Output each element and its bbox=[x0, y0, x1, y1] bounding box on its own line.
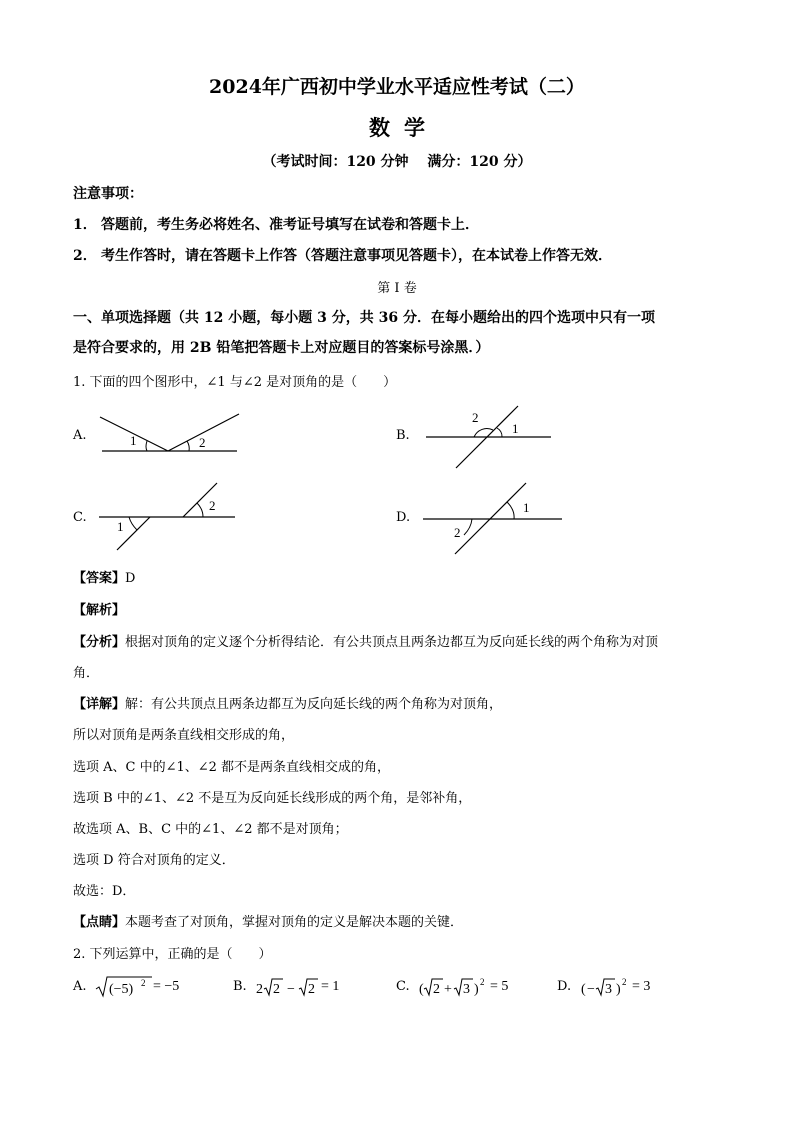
q2-option-c-label: C. bbox=[396, 979, 410, 994]
fenxi-line1 bbox=[73, 631, 658, 650]
detail-tag: 【详解】 bbox=[73, 697, 126, 712]
detail-line: 故选：D． bbox=[73, 884, 136, 899]
note-item-2 bbox=[73, 245, 612, 265]
svg-text:3: 3 bbox=[463, 982, 470, 997]
exam-info: （考试时间：120 分钟 满分：120 分） bbox=[262, 154, 532, 170]
angle-2-label: 2 bbox=[454, 525, 461, 540]
q1-option-b-label: B. bbox=[396, 428, 410, 443]
angle-1-label: 1 bbox=[117, 519, 124, 534]
note-text: 考生作答时，请在答题卡上作答（答题注意事项见答题卡），在本试卷上作答无效． bbox=[101, 248, 612, 264]
angle-1-label: 1 bbox=[523, 500, 530, 515]
note-item-1 bbox=[73, 214, 479, 234]
dianjing-tag: 【点睛】 bbox=[73, 915, 126, 930]
svg-text:): ) bbox=[474, 982, 479, 997]
rhs: = −5 bbox=[153, 979, 180, 995]
q2-option-b-label: B. bbox=[233, 979, 247, 994]
sqrt-expression bbox=[580, 975, 632, 999]
svg-text:2: 2 bbox=[433, 982, 440, 997]
exam-title: 2024年广西初中学业水平适应性考试（二） bbox=[209, 76, 585, 98]
q1-option-c-label: C. bbox=[73, 510, 87, 525]
fenxi-text: 根据对顶角的定义逐个分析得结论．有公共顶点且两条边都互为反向延长线的两个角称为对顶 bbox=[125, 635, 659, 650]
detail-line: 选项 B 中的∠1、∠2 不是互为反向延长线形成的两个角，是邻补角， bbox=[73, 791, 472, 806]
detail-line1 bbox=[73, 693, 502, 712]
svg-text:2: 2 bbox=[308, 982, 315, 997]
detail-line: 故选项 A、B、C 中的∠1、∠2 都不是对顶角； bbox=[73, 822, 348, 837]
svg-text:(: ( bbox=[581, 982, 586, 997]
rhs: = 3 bbox=[632, 979, 651, 995]
fenxi-line2: 角． bbox=[73, 666, 100, 681]
dianjing-text: 本题考查了对顶角，掌握对顶角的定义是解决本题的关键． bbox=[125, 915, 464, 930]
angle-2-label: 2 bbox=[199, 435, 206, 450]
note-num: 1． bbox=[73, 217, 97, 233]
section-heading-line2: 是符合要求的，用 2B 铅笔把答题卡上对应题目的答案标号涂黑．） bbox=[73, 340, 490, 356]
q1-option-a-figure bbox=[95, 405, 245, 460]
angle-2-label: 2 bbox=[209, 498, 216, 513]
note-num: 2． bbox=[73, 248, 97, 264]
rhs: = 5 bbox=[490, 979, 509, 995]
q2-option-b-expr bbox=[255, 975, 339, 999]
q1-option-a-label: A. bbox=[73, 428, 87, 443]
q2-option-d-label: D. bbox=[557, 979, 572, 994]
detail-line: 所以对顶角是两条直线相交形成的角， bbox=[73, 728, 295, 743]
q2-stem: 2. 下列运算中，正确的是（ ） bbox=[73, 947, 272, 962]
svg-text:2: 2 bbox=[256, 982, 263, 997]
sqrt-expression bbox=[255, 975, 321, 999]
q1-option-b-figure bbox=[420, 400, 560, 472]
svg-text:2: 2 bbox=[622, 977, 627, 987]
detail-line: 选项 D 符合对顶角的定义． bbox=[73, 853, 235, 868]
q1-option-d-figure bbox=[420, 482, 570, 557]
q1-option-c-figure bbox=[95, 482, 245, 554]
fenxi-tag: 【分析】 bbox=[73, 635, 126, 650]
svg-text:(−5): (−5) bbox=[109, 982, 134, 997]
note-text: 答题前，考生务必将姓名、准考证号填写在试卷和答题卡上． bbox=[101, 217, 479, 233]
svg-text:−: − bbox=[287, 982, 295, 997]
answer-value: D bbox=[125, 571, 136, 586]
svg-text:): ) bbox=[616, 982, 621, 997]
svg-text:2: 2 bbox=[273, 982, 280, 997]
angle-1-label: 1 bbox=[130, 433, 137, 448]
svg-text:2: 2 bbox=[141, 978, 146, 988]
dianjing-line bbox=[73, 911, 463, 930]
svg-text:(: ( bbox=[419, 982, 424, 997]
q2-option-a-label: A. bbox=[73, 979, 87, 994]
sqrt-icon bbox=[95, 975, 153, 999]
svg-text:2: 2 bbox=[480, 977, 485, 987]
volume-label: 第 I 卷 bbox=[377, 281, 417, 296]
svg-text:−: − bbox=[587, 982, 595, 997]
detail-line: 选项 A、C 中的∠1、∠2 都不是两条直线相交成的角， bbox=[73, 760, 391, 775]
analysis-tag: 【解析】 bbox=[73, 603, 126, 618]
q1-stem: 1. 下面的四个图形中，∠1 与∠2 是对顶角的是（ ） bbox=[73, 375, 397, 390]
subject-title: 数学 bbox=[369, 115, 439, 140]
angle-2-label: 2 bbox=[472, 410, 479, 425]
detail-text: 解：有公共顶点且两条边都互为反向延长线的两个角称为对顶角， bbox=[125, 697, 503, 712]
q2-option-a-expr bbox=[95, 975, 179, 999]
q1-answer bbox=[73, 567, 135, 586]
svg-text:3: 3 bbox=[605, 982, 612, 997]
q2-option-d-expr bbox=[580, 975, 650, 999]
notes-heading: 注意事项： bbox=[73, 186, 143, 202]
svg-text:+: + bbox=[444, 982, 452, 997]
q1-option-d-label: D. bbox=[396, 510, 411, 525]
angle-1-label: 1 bbox=[512, 421, 519, 436]
answer-tag: 【答案】 bbox=[73, 571, 126, 586]
rhs: = 1 bbox=[321, 979, 340, 995]
q2-option-c-expr bbox=[418, 975, 508, 999]
section-heading-line1: 一、单项选择题（共 12 小题，每小题 3 分，共 36 分．在每小题给出的四个选项中只有一项 bbox=[73, 310, 655, 326]
sqrt-expression bbox=[418, 975, 490, 999]
